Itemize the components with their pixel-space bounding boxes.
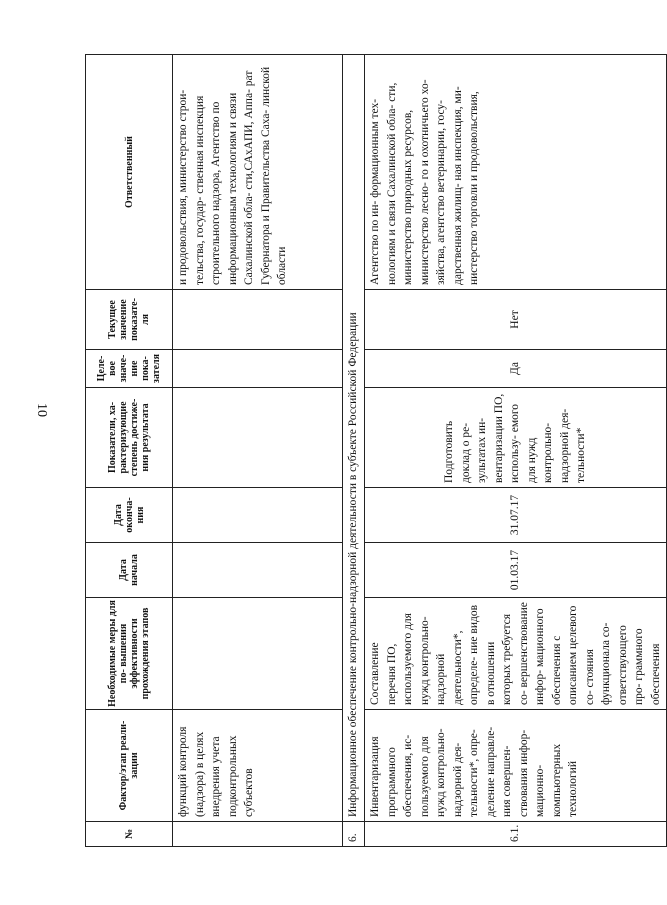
section-number: 6. — [343, 822, 365, 847]
header-start-date: Дата начала — [86, 543, 173, 598]
header-row — [86, 55, 173, 847]
row-measures: Составление перечня ПО, используемого для нужд контрольно-надзорной деятельности*, определе- ние видов в отношении которых требуется со- вершенствование инфор- мационного обеспечения с описанием целевого со- стояния функционала со- ответствующего про- граммного обеспечения — [365, 598, 667, 710]
row-start-date: 01.03.17 — [365, 543, 667, 598]
section-row — [343, 55, 365, 847]
cell — [173, 388, 343, 488]
header-end-date: Дата оконча- ния — [86, 488, 173, 543]
row-target: Да — [365, 350, 667, 388]
row-current: Нет — [365, 290, 667, 350]
header-current: Текущее значение показате- ля — [86, 290, 173, 350]
header-responsible: Ответственный — [86, 55, 173, 290]
page-number: 10 — [34, 403, 49, 417]
row-indicators: Подготовить доклад о ре- зультатах ин- вентаризации ПО, использу- емого для нужд контрольно- надзорной дея- тельности* — [365, 388, 667, 488]
header-number: № — [86, 822, 173, 847]
measures-table — [85, 54, 667, 847]
row-responsible: Агентство по ин- формационным тех- нологиям и связи Сахалинской обла- сти, министерство природных ресурсов, министерство лесно- го и охотничьего хо- зяйства, агентство ветеринарии, госу- дарственная жилищ- ная инспекция, ми- нистерство торговли и продовольствия, — [365, 55, 667, 290]
cell — [173, 822, 343, 847]
header-factor: Фактор/этап реали- зации — [86, 710, 173, 822]
header-indicators: Показатели, ха- рактеризующие степень достиже- ния результата — [86, 388, 173, 488]
section-title: Информационное обеспечение контрольно-надзорной деятельности в субъекте Российской Федерации — [343, 55, 365, 822]
table-row — [365, 55, 667, 847]
header-target: Целе- вое значе- ние пока- зателя — [86, 350, 173, 388]
header-measures: Необходимые меры для по- вышения эффективности прохождения этапов — [86, 598, 173, 710]
cell — [173, 543, 343, 598]
continued-factor: функций контроля (надзора) в целях внедрения учета подконтрольных субъектов — [173, 710, 343, 822]
row-factor: Инвентаризация программного обеспечения, ис- пользуемого для нужд контрольно- надзорной дея- тельности*, опре- деление направле- ния совершен- ствования инфор- мационно- компьютерных технологий — [365, 710, 667, 822]
cell — [173, 598, 343, 710]
cell — [173, 290, 343, 350]
row-end-date: 31.07.17 — [365, 488, 667, 543]
cell — [173, 488, 343, 543]
row-number: 6.1. — [365, 822, 667, 847]
cell — [173, 350, 343, 388]
continued-row — [173, 55, 343, 847]
rotated-page — [85, 55, 662, 847]
continued-responsible: и продовольствия, министерство строи- тельства, государ- ственная инспекция строительного надзора, Агентство по информационным технологиям и связи Сахалинской обла- сти,САхАПИ, Аппа- рат Губернатора и Правительства Саха- линской области — [173, 55, 343, 290]
